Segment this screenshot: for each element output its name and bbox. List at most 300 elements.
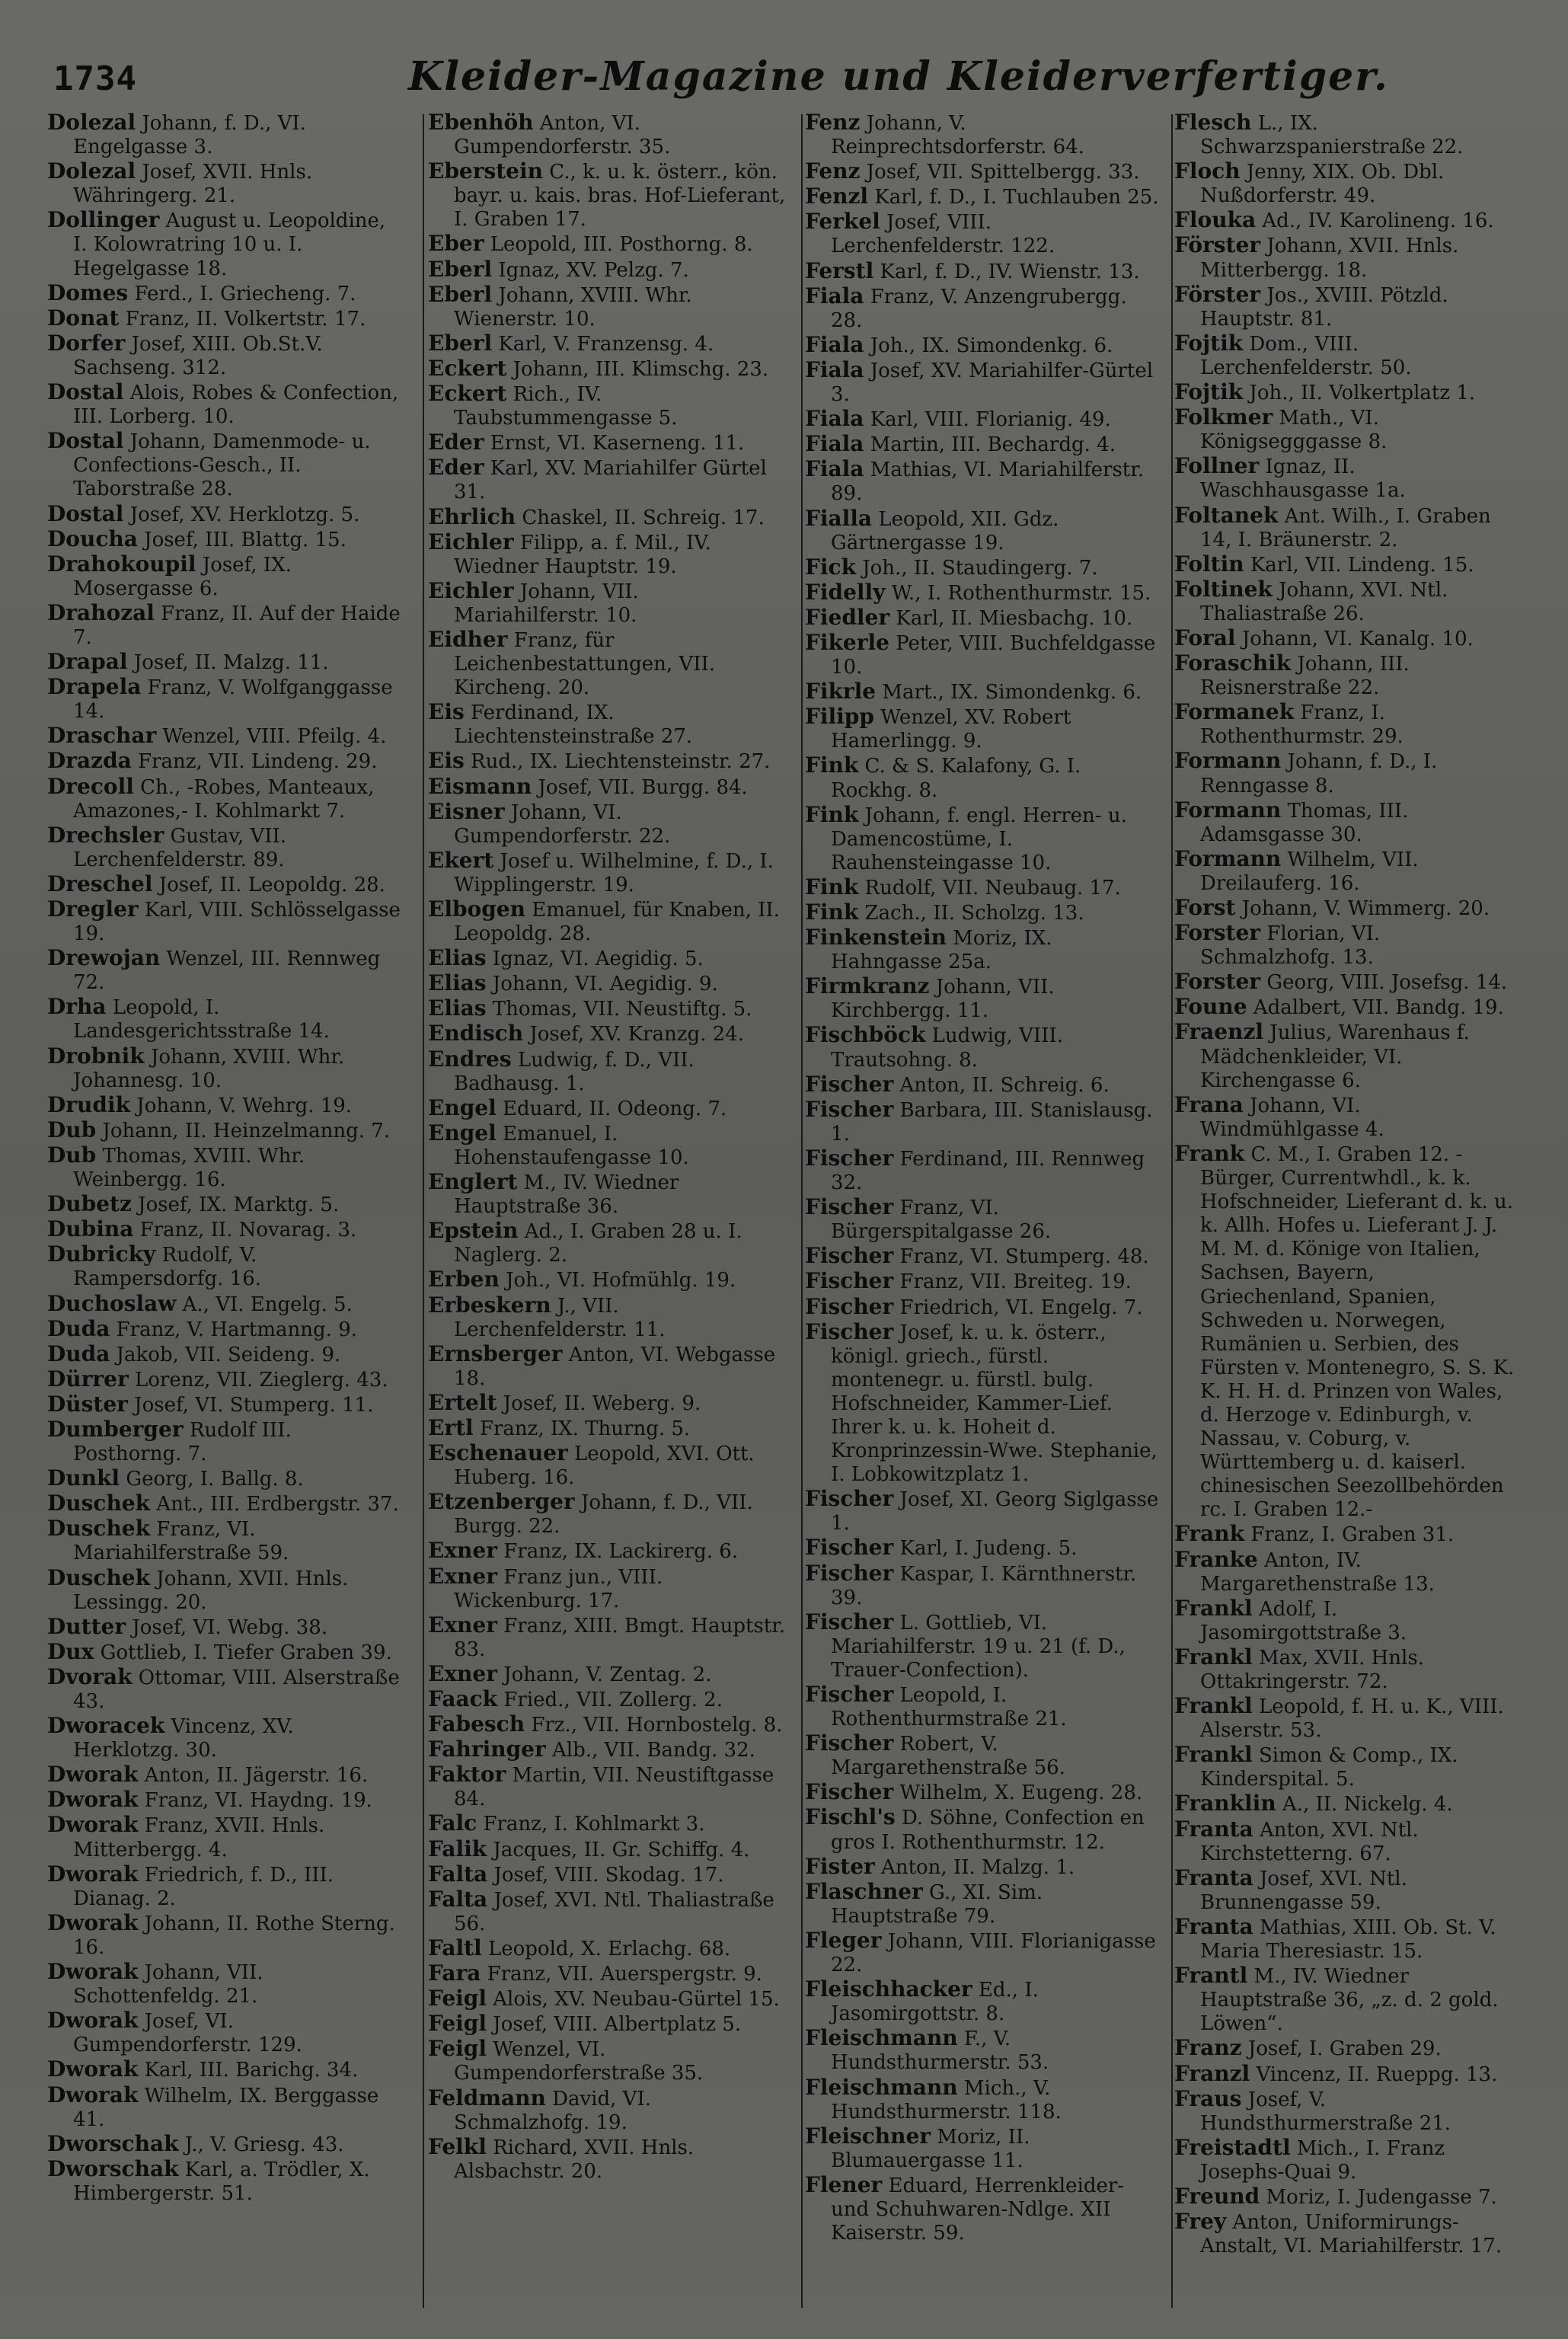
entry-name: Fenz — [805, 158, 861, 184]
entry-text: Josef u. Wilhelmine, f. D., I. Wipplingerstr. 19. — [454, 849, 774, 896]
entry-name: Dutter — [47, 1613, 126, 1639]
entry-text: Johann, VII. Mariahilferstr. 10. — [454, 580, 639, 627]
entry-name: Flener — [805, 2171, 883, 2197]
entry-text: Franz, VII. Lindeng. 29. — [138, 750, 378, 774]
directory-entry — [47, 1491, 405, 1516]
entry-text: Moriz, II. Blumauergasse 11. — [831, 2125, 1030, 2172]
directory-entry — [47, 2157, 405, 2206]
entry-name: Fraenzl — [1174, 1019, 1263, 1045]
entry-text: Frz., VII. Hornbostelg. 8. — [531, 1714, 783, 1737]
entry-name: Dubetz — [47, 1191, 132, 1217]
directory-entry — [805, 1731, 1163, 1780]
directory-entry — [47, 208, 405, 280]
directory-entry — [47, 331, 405, 380]
entry-name: Eberl — [428, 256, 493, 282]
entry-name: Eber — [428, 231, 484, 257]
entry-name: Drapal — [47, 649, 128, 675]
entry-name: Dollinger — [47, 207, 160, 233]
entry-text: C. M., I. Graben 12. -Bürger, Currentwhdl., k. k. Hofschneider, Lieferant d. k. u. k. Allh. Hofes u. Lieferant J. J. M. M. d. Könige von Italien, Sachsen, Bayern, Griechenland, Spanien, Schweden u. Norwegen, Rumänien u. Serbien, des Fürsten v. Montenegro, S. S. K. K. H. H. d. Prinzen von Wales, d. Herzoge v. Edinburgh, v. Nassau, v. Coburg, v. Württemberg u. d. kaiserl. chinesischen Seezollbehörden rc. I. Graben 12.- — [1200, 1142, 1515, 1522]
directory-entry — [428, 1737, 786, 1762]
entry-text: Anton, II. Malzg. 1. — [881, 1855, 1075, 1879]
directory-entry — [47, 675, 405, 724]
entry-text: Jakob, VII. Seideng. 9. — [116, 1343, 341, 1366]
directory-entry — [428, 775, 786, 800]
entry-name: Freistadtl — [1174, 2134, 1291, 2160]
entry-text: Franz, XIII. Bmgt. Hauptstr. 83. — [454, 1614, 786, 1661]
entry-text: Alois, XV. Neubau-Gürtel 15. — [493, 1988, 780, 2011]
entry-text: Johann, f. D., VI. Engelgasse 3. — [73, 112, 306, 159]
entry-text: Dom., VIII. Lerchenfelderstr. 50. — [1200, 332, 1412, 379]
entry-text: Alois, Robes & Confection, III. Lorberg. 10. — [73, 382, 399, 429]
entry-name: Fenzl — [805, 184, 869, 209]
entry-name: Eckert — [428, 381, 507, 407]
entry-name: Eis — [428, 748, 465, 774]
directory-entry — [805, 259, 1163, 284]
entry-text: Ignaz, VI. Aegidig. 5. — [492, 947, 704, 971]
entry-name: Franz — [1174, 2035, 1242, 2061]
entry-text: Mathias, VI. Mariahilferstr. 89. — [831, 459, 1145, 506]
entry-name: Dumberger — [47, 1416, 184, 1442]
entry-name: Erben — [428, 1267, 500, 1293]
directory-entry — [805, 900, 1163, 925]
entry-text: Rud., IX. Liechtensteinstr. 27. — [471, 750, 771, 774]
entry-name: Dub — [47, 1142, 97, 1168]
directory-entry — [428, 1936, 786, 1961]
directory-entry — [1174, 995, 1521, 1020]
entry-text: Josef, II. Leopoldg. 28. — [158, 873, 385, 896]
directory-entry — [1174, 847, 1521, 896]
entry-name: Eberl — [428, 330, 493, 356]
entry-text: Thomas, III. Adamsgasse 30. — [1200, 799, 1409, 846]
directory-entry — [805, 1610, 1163, 1682]
entry-text: Anton, IV. Margarethenstraße 13. — [1200, 1548, 1435, 1596]
entry-name: Doucha — [47, 526, 138, 551]
directory-entry — [1174, 110, 1521, 159]
entry-name: Ertelt — [428, 1389, 497, 1415]
directory-entry — [47, 995, 405, 1043]
entry-text: Peter, VIII. Buchfeldgasse 10. — [831, 631, 1156, 679]
directory-entry — [428, 1811, 786, 1836]
entry-text: Franz, II. Auf der Haide 7. — [73, 602, 401, 649]
entry-text: Josef, VII. Burgg. 84. — [538, 775, 748, 799]
entry-text: Friedrich, VI. Engelg. 7. — [899, 1296, 1143, 1319]
entry-text: J., VII. Lerchenfelderstr. 11. — [454, 1294, 666, 1341]
entry-text: Josef, XV. Herklotzg. 5. — [129, 503, 360, 526]
directory-entry — [428, 505, 786, 530]
entry-name: Fahringer — [428, 1737, 546, 1762]
entry-name: Duschek — [47, 1564, 151, 1590]
directory-entry — [428, 946, 786, 971]
entry-name: Follner — [1174, 453, 1260, 479]
directory-entry — [428, 1613, 786, 1662]
entry-text: Fried., VII. Zollerg. 2. — [503, 1689, 723, 1711]
entry-text: Johann, VII. Schottenfeldg. 21. — [73, 1961, 263, 2008]
directory-entry — [1174, 651, 1521, 700]
entry-text: Anton, VI. Webgasse 18. — [454, 1343, 776, 1390]
directory-entry — [1174, 1596, 1521, 1645]
entry-text: Josef, VI. Gumpendorferstr. 129. — [73, 2010, 302, 2057]
directory-entry — [428, 1662, 786, 1687]
entry-name: Fleischhacker — [805, 1976, 972, 2002]
entry-name: Fiala — [805, 431, 864, 457]
entry-name: Eismann — [428, 773, 532, 799]
entry-name: Duschek — [47, 1516, 151, 1542]
entry-text: Lorenz, VII. Zieglerg. 43. — [134, 1368, 388, 1392]
entry-name: Eichler — [428, 529, 514, 554]
entry-name: Dworak — [47, 1861, 139, 1887]
directory-entry — [428, 1416, 786, 1441]
entry-name: Drapela — [47, 674, 142, 700]
entry-text: A., VI. Engelg. 5. — [182, 1293, 353, 1316]
entry-text: Barbara, III. Stanislausg. 1. — [831, 1098, 1153, 1146]
entry-name: Ferstl — [805, 257, 874, 283]
directory-entry — [47, 1813, 405, 1861]
entry-name: Elbogen — [428, 896, 525, 922]
entry-name: Dolezal — [47, 110, 136, 135]
entry-name: Dorfer — [47, 330, 126, 356]
entry-text: Josef, IX. Mosergasse 6. — [73, 553, 292, 600]
entry-text: Leopold, I. Landesgerichtsstraße 14. — [73, 996, 330, 1043]
entry-text: Ludwig, f. D., VII. Badhausg. 1. — [454, 1048, 695, 1095]
entry-name: Frankl — [1174, 1693, 1253, 1719]
entry-text: Johann, VI. Gumpendorferstr. 22. — [454, 800, 671, 848]
entry-name: Exner — [428, 1538, 497, 1564]
entry-name: Feigl — [428, 1986, 487, 2011]
entry-name: Dworak — [47, 2082, 139, 2107]
directory-entry — [47, 823, 405, 872]
entry-name: Drechsler — [47, 822, 164, 848]
directory-entry — [1174, 1522, 1521, 1547]
entry-text: Josef, VIII. Skodag. 17. — [493, 1863, 724, 1887]
directory-entry — [805, 1487, 1163, 1535]
directory-entry — [47, 1292, 405, 1317]
entry-name: Düster — [47, 1391, 128, 1417]
directory-entry — [428, 1096, 786, 1121]
entry-name: Fischer — [805, 1318, 894, 1344]
entry-text: Josef, k. u. k. österr., königl. griech., fürstl. montenegr. u. fürstl. bulg. Hofschneider, Kammer-Lief. Ihrer k. u. k. Hoheit d. Kronprinzessin-Wwe. Stephanie, I. Lobkowitzplatz 1. — [831, 1321, 1158, 1487]
directory-entry — [1174, 970, 1521, 995]
entry-text: Adalbert, VII. Bandg. 19. — [1253, 996, 1504, 1020]
directory-entry — [805, 803, 1163, 875]
entry-name: Fiala — [805, 456, 864, 482]
entry-name: Elias — [428, 945, 487, 971]
directory-entry — [428, 430, 786, 455]
directory-entry — [805, 1269, 1163, 1294]
entry-name: Dux — [47, 1638, 94, 1664]
entry-text: Anton, XVI. Ntl. Kirchstetterng. 67. — [1200, 1818, 1419, 1865]
entry-text: Jos., XVIII. Pötzld. Hauptstr. 81. — [1200, 283, 1448, 331]
directory-entry — [1174, 1791, 1521, 1817]
entry-text: Franz, VI. Haydng. 19. — [144, 1789, 372, 1813]
directory-entry — [805, 555, 1163, 580]
entry-name: Duda — [47, 1315, 110, 1341]
directory-entry — [47, 1640, 405, 1665]
entry-name: Franklin — [1174, 1791, 1276, 1817]
entry-text: Karl, f. D., IV. Wienstr. 13. — [880, 260, 1140, 283]
entry-name: Fister — [805, 1853, 875, 1879]
directory-entry — [47, 502, 405, 527]
entry-text: Josef, II. Weberg. 9. — [503, 1392, 701, 1415]
entry-name: Drazda — [47, 748, 132, 774]
entry-text: Vincenz, XV. Herklotzg. 30. — [73, 1715, 294, 1762]
entry-text: Wenzel, VIII. Pfeilg. 4. — [162, 725, 387, 749]
directory-entry — [1174, 1020, 1521, 1092]
entry-text: Josef, XVI. Ntl. Brunnengasse 59. — [1200, 1867, 1407, 1914]
entry-name: Falta — [428, 1886, 488, 1912]
entry-name: Franta — [1174, 1816, 1253, 1842]
directory-entry — [428, 2011, 786, 2037]
entry-text: Mich., V. Hundsthurmerstr. 118. — [831, 2076, 1062, 2123]
entry-text: Joh., II. Volkertplatz 1. — [1249, 382, 1476, 405]
entry-name: Eschenauer — [428, 1440, 568, 1466]
entry-name: Fiala — [805, 356, 864, 382]
entry-text: Rich., IV. Taubstummengasse 5. — [454, 383, 678, 430]
entry-text: Georg, I. Ballg. 8. — [126, 1468, 304, 1491]
entry-text: Johann, f. D., I. Renngasse 8. — [1200, 750, 1438, 797]
entry-name: Dregler — [47, 896, 139, 922]
entry-text: Robert, V. Margarethenstraße 56. — [831, 1733, 1065, 1780]
directory-entry — [47, 552, 405, 601]
column-2 — [428, 110, 786, 2319]
entry-name: Dubina — [47, 1216, 134, 1242]
entry-text: Franz, I. Rothenthurmstr. 29. — [1200, 701, 1404, 749]
directory-entry — [47, 749, 405, 774]
directory-entry — [1174, 405, 1521, 454]
entry-text: Jenny, XIX. Ob. Dbl. Nußdorferstr. 49. — [1200, 161, 1445, 208]
directory-entry — [428, 1961, 786, 1986]
entry-text: Johann, III. Reisnerstraße 22. — [1200, 653, 1410, 700]
directory-entry — [47, 872, 405, 897]
entry-name: Eder — [428, 455, 484, 481]
directory-entry — [47, 306, 405, 331]
entry-name: Fischer — [805, 1071, 894, 1097]
entry-text: David, VI. Schmalzhofg. 19. — [454, 2087, 651, 2134]
entry-text: Johann, XVI. Ntl. Thaliastraße 26. — [1200, 578, 1448, 625]
directory-entry — [1174, 552, 1521, 577]
entry-text: G., XI. Sim. Hauptstraße 79. — [831, 1880, 1043, 1928]
entry-text: Franz, II. Volkertstr. 17. — [125, 307, 366, 331]
directory-entry — [805, 506, 1163, 555]
column-4 — [1174, 110, 1521, 2319]
entry-name: Forster — [1174, 920, 1261, 946]
directory-entry — [428, 749, 786, 774]
entry-name: Elias — [428, 970, 487, 996]
entry-text: Josef, VIII. Albertplatz 5. — [493, 2013, 742, 2037]
entry-text: Franz, IX. Lackirerg. 6. — [503, 1540, 739, 1564]
entry-text: Karl, VIII. Florianig. 49. — [870, 408, 1111, 432]
entry-name: Epstein — [428, 1218, 519, 1244]
directory-entry — [428, 1391, 786, 1416]
entry-name: Engel — [428, 1094, 497, 1120]
entry-text: Moriz, I. Judengasse 7. — [1266, 2185, 1497, 2209]
entry-text: Johann, V. Zentag. 2. — [503, 1663, 712, 1686]
directory-entry — [805, 580, 1163, 606]
entry-text: Karl, V. Franzensg. 4. — [498, 332, 714, 356]
directory-entry — [805, 2075, 1163, 2124]
entry-name: Fiedler — [805, 604, 890, 630]
entry-text: Anton, Uniformirungs-Anstalt, VI. Mariahilferstr. 17. — [1200, 2211, 1503, 2258]
entry-name: Fink — [805, 899, 859, 925]
entry-text: Karl, II. Miesbachg. 10. — [896, 606, 1133, 630]
entry-text: Martin, VII. Neustiftgasse 84. — [454, 1764, 774, 1811]
entry-text: Kaspar, I. Kärnthnerstr. 39. — [831, 1562, 1137, 1609]
entry-name: Ernsberger — [428, 1340, 563, 1366]
entry-name: Foltin — [1174, 551, 1244, 577]
entry-text: Josef, IX. Marktg. 5. — [138, 1193, 340, 1217]
entry-text: J., V. Griesg. 43. — [184, 2133, 344, 2156]
entry-text: Rudolf III. Posthorng. 7. — [73, 1418, 292, 1466]
entry-text: Ad., I. Graben 28 u. I. Naglerg. 2. — [454, 1220, 742, 1267]
entry-name: Faltl — [428, 1935, 482, 1960]
page-number: 1734 — [53, 59, 137, 98]
entry-text: D. Söhne, Confection en gros I. Rothenthurmstr. 12. — [831, 1807, 1145, 1854]
entry-name: Fischer — [805, 1486, 894, 1512]
entry-name: Exner — [428, 1660, 497, 1686]
entry-name: Drecoll — [47, 773, 134, 799]
entry-text: Johann, VI. Windmühlgasse 4. — [1200, 1094, 1384, 1141]
entry-name: Formanek — [1174, 699, 1295, 725]
entry-text: Karl, f. D., I. Tuchlauben 25. — [874, 186, 1159, 209]
entry-text: Gottlieb, I. Tiefer Graben 39. — [100, 1641, 392, 1664]
directory-entry — [1174, 331, 1521, 380]
entry-name: Dworacek — [47, 1713, 165, 1739]
entry-name: Dvorak — [47, 1663, 133, 1689]
entry-name: Dworak — [47, 2056, 139, 2082]
directory-entry — [805, 110, 1163, 159]
entry-name: Foune — [1174, 994, 1247, 1020]
directory-entry — [428, 579, 786, 628]
entry-text: Johann, VIII. Florianigasse 22. — [831, 1929, 1156, 1977]
entry-name: Feigl — [428, 2036, 487, 2062]
directory-entry — [1174, 1142, 1521, 1523]
directory-entry — [47, 1516, 405, 1565]
entry-name: Folkmer — [1174, 404, 1273, 430]
entry-text: M., IV. Wiedner Hauptstraße 36, „z. d. 2 gold. Löwen“. — [1200, 1965, 1499, 2036]
directory-entry — [805, 1928, 1163, 1977]
directory-entry — [428, 1047, 786, 1096]
entry-text: Johann, f. D., VII. Burgg. 22. — [454, 1491, 753, 1539]
directory-entry — [805, 1320, 1163, 1487]
directory-entry — [47, 527, 405, 552]
entry-name: Fleischner — [805, 2123, 931, 2149]
directory-entry — [805, 606, 1163, 631]
directory-entry — [47, 601, 405, 650]
entry-text: Johann, II. Heinzelmanng. 7. — [102, 1119, 391, 1142]
entry-text: Johann, f. engl. Herren- u. Damencostüme, I. Rauhensteingasse 10. — [831, 804, 1127, 874]
directory-entry — [1174, 577, 1521, 626]
entry-text: Franz, VI. Stumperg. 48. — [899, 1245, 1149, 1269]
entry-name: Fialla — [805, 505, 873, 531]
entry-name: Fischböck — [805, 1022, 926, 1048]
entry-name: Dworschak — [47, 2155, 179, 2181]
entry-text: Ludwig, VIII. Trautsohng. 8. — [831, 1024, 1063, 1072]
directory-entry — [428, 1862, 786, 1887]
entry-text: Franz, VII. Breiteg. 19. — [899, 1270, 1132, 1294]
entry-text: Leopold, f. H. u. K., VIII. Alserstr. 53. — [1200, 1695, 1504, 1743]
entry-name: Dworak — [47, 2008, 139, 2034]
entry-text: Wilhelm, VII. Dreilauferg. 16. — [1200, 848, 1419, 895]
entry-name: Fenz — [805, 110, 861, 135]
entry-name: Franta — [1174, 1864, 1253, 1890]
directory-entry — [428, 1986, 786, 2011]
directory-entry — [428, 700, 786, 749]
directory-entry — [47, 1762, 405, 1788]
entry-name: Fischer — [805, 1779, 894, 1805]
directory-entry — [428, 2037, 786, 2085]
entry-name: Frankl — [1174, 1595, 1253, 1621]
entry-name: Dworak — [47, 1812, 139, 1838]
directory-entry — [47, 2057, 405, 2082]
directory-entry — [805, 1780, 1163, 1805]
entry-text: Richard, XVII. Hnls. Alsbachstr. 20. — [454, 2136, 695, 2183]
entry-text: Franz, V. Anzengrubergg. 28. — [831, 285, 1127, 332]
directory-entry — [1174, 233, 1521, 282]
directory-entry — [47, 1392, 405, 1417]
directory-entry — [428, 1687, 786, 1712]
entry-name: Fischer — [805, 1609, 894, 1634]
entry-name: Exner — [428, 1612, 497, 1638]
entry-text: Ernst, VI. Kaserneng. 11. — [490, 432, 745, 455]
entry-name: Dunkl — [47, 1465, 120, 1491]
entry-name: Frankl — [1174, 1644, 1253, 1670]
entry-text: Emanuel, für Knaben, II. Leopoldg. 28. — [454, 899, 780, 946]
directory-entry — [428, 1121, 786, 1170]
entry-text: Joh., VI. Hofmühlg. 19. — [506, 1269, 736, 1293]
directory-entry — [805, 1195, 1163, 1244]
directory-entry — [805, 925, 1163, 974]
entry-name: Fischer — [805, 1560, 894, 1586]
entry-text: Josef, II. Malzg. 11. — [133, 651, 329, 675]
directory-entry — [428, 1293, 786, 1342]
entry-name: Frank — [1174, 1521, 1245, 1547]
directory-entry — [428, 1170, 786, 1219]
entry-text: Josef, XV. Kranzg. 24. — [529, 1023, 744, 1046]
entry-text: Anton, II. Schreig. 6. — [899, 1073, 1110, 1097]
directory-entry — [1174, 1743, 1521, 1791]
column-1 — [47, 110, 405, 2319]
directory-entry — [47, 110, 405, 159]
directory-entry — [1174, 626, 1521, 651]
entry-name: Drudik — [47, 1091, 131, 1117]
entry-name: Dubricky — [47, 1241, 156, 1267]
directory-entry — [47, 1143, 405, 1192]
entry-text: Leopold, XVI. Ott. Huberg. 16. — [454, 1443, 755, 1490]
entry-text: C., k. u. k. österr., kön. bayr. u. kais. bras. Hof-Lieferant, I. Graben 17. — [454, 161, 786, 232]
entry-name: Fiala — [805, 331, 864, 357]
directory-entry — [805, 184, 1163, 209]
directory-entry — [805, 284, 1163, 333]
directory-entry — [805, 1146, 1163, 1195]
directory-entry — [1174, 921, 1521, 970]
entry-name: Fischer — [805, 1293, 894, 1319]
directory-entry — [805, 432, 1163, 457]
entry-text: L., IX. Schwarzspanierstraße 22. — [1200, 112, 1464, 159]
entry-name: Feldmann — [428, 2085, 546, 2111]
entry-name: Erbeskern — [428, 1292, 551, 1318]
entry-text: Johann, XVIII. Whr. Johannesg. 10. — [73, 1045, 345, 1092]
entry-text: Martin, III. Bechardg. 4. — [870, 433, 1116, 457]
entry-text: Leopold, XII. Gdz. Gärtnergasse 19. — [831, 507, 1059, 554]
entry-name: Ferkel — [805, 209, 880, 235]
entry-name: Fischl's — [805, 1804, 896, 1830]
directory-entry — [805, 457, 1163, 506]
entry-text: Franz, für Leichenbestattungen, VII. Kircheng. 20. — [454, 628, 716, 700]
directory-entry — [47, 650, 405, 675]
entry-name: Donat — [47, 305, 120, 331]
directory-entry — [1174, 503, 1521, 552]
entry-name: Feigl — [428, 2011, 487, 2037]
entry-name: Ekert — [428, 847, 494, 873]
